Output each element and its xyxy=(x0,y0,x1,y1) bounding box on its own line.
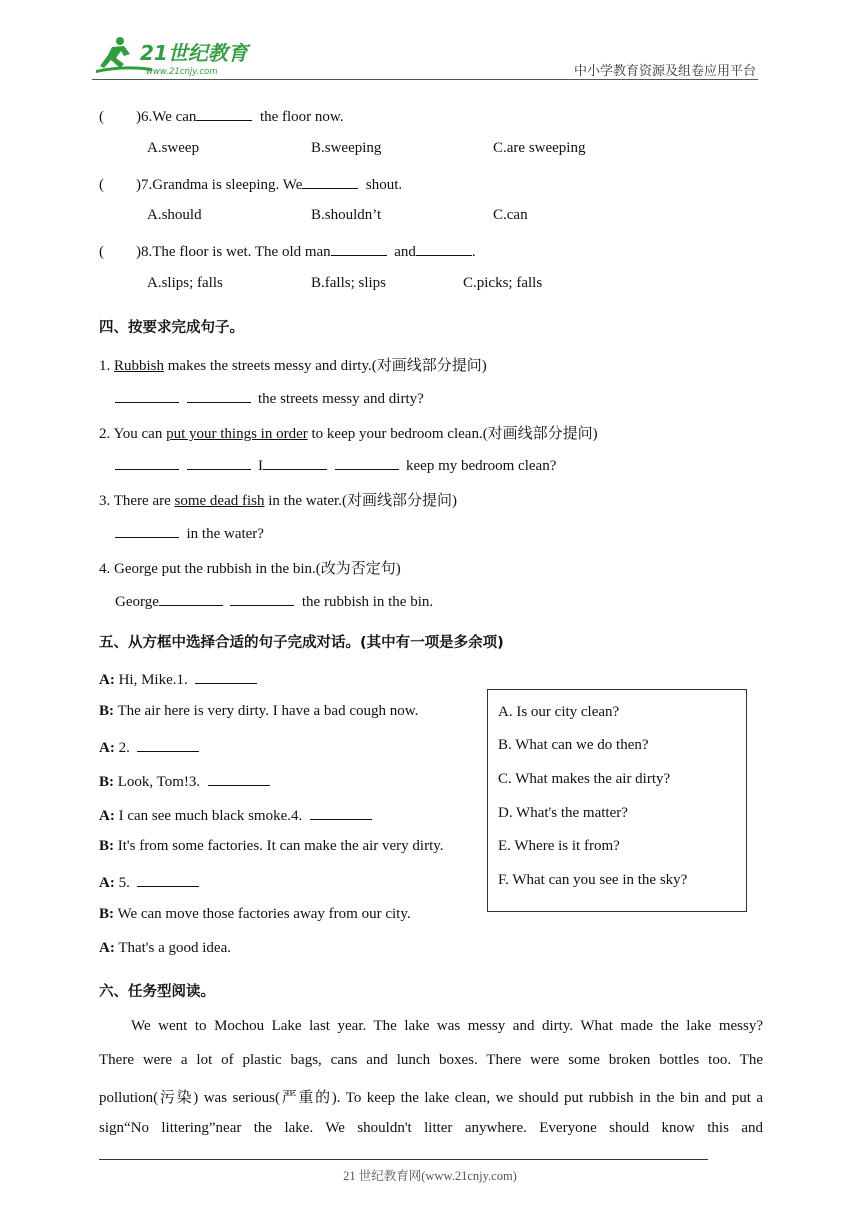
dialogue-line-1: A: Hi, Mike.1. xyxy=(99,669,257,689)
answer-blank[interactable] xyxy=(115,455,179,470)
dialogue-line-9: A: That's a good idea. xyxy=(99,940,231,956)
dialogue-line-8: B: We can move those factories away from our city. xyxy=(99,906,411,922)
passage-line-4: sign“No littering”near the lake. We shouldn't litter anywhere. Everyone should know this and xyxy=(99,1120,763,1136)
logo-url: www.21cnjy.com xyxy=(146,67,218,77)
answer-line-4-1: the streets messy and dirty? xyxy=(115,388,424,408)
answer-blank[interactable] xyxy=(196,106,252,121)
answer-blank[interactable] xyxy=(187,388,251,403)
section-4-heading: 四、按要求完成句子。 xyxy=(99,320,244,336)
option-7b[interactable]: B.shouldn’t xyxy=(311,207,382,223)
answer-blank[interactable] xyxy=(310,805,372,820)
answer-blank[interactable] xyxy=(331,241,387,256)
box-option-c: C. What makes the air dirty? xyxy=(498,771,671,787)
option-6a[interactable]: A.sweep xyxy=(147,140,200,156)
answer-line-4-3: in the water? xyxy=(115,523,264,543)
option-8a[interactable]: A.slips; falls xyxy=(147,275,223,291)
dialogue-line-5: A: I can see much black smoke.4. xyxy=(99,805,372,825)
answer-blank[interactable] xyxy=(208,771,270,786)
dialogue-line-7: A: 5. xyxy=(99,872,199,892)
question-4-2: 2. You can put your things in order to keep your bedroom clean.(对画线部分提问) xyxy=(99,426,598,442)
passage-line-3: pollution(污染) was serious(严重的). To keep the lake clean, we should put rubbish in the bin and put a xyxy=(99,1090,763,1106)
question-4-3: 3. There are some dead fish in the water.(对画线部分提问) xyxy=(99,493,457,509)
passage-line-2: There were a lot of plastic bags, cans and lunch boxes. There were some broken bottles too. The xyxy=(99,1052,763,1068)
footer-text: 21 世纪教育网(www.21cnjy.com) xyxy=(343,1169,517,1183)
answer-line-4-4: George the rubbish in the bin. xyxy=(115,591,433,611)
answer-blank[interactable] xyxy=(195,669,257,684)
box-option-e: E. Where is it from? xyxy=(498,838,620,854)
dialogue-line-6: B: It's from some factories. It can make the air very dirty. xyxy=(99,838,444,854)
option-8c[interactable]: C.picks; falls xyxy=(463,275,543,291)
section-5-heading: 五、从方框中选择合适的句子完成对话。(其中有一项是多余项) xyxy=(99,635,504,651)
dialogue-line-2: B: The air here is very dirty. I have a bad cough now. xyxy=(99,703,419,719)
question-6: ( )6.We can the floor now. xyxy=(99,106,344,126)
question-4-4: 4. George put the rubbish in the bin.(改为否定句) xyxy=(99,561,401,577)
logo-text: 21世纪教育 xyxy=(140,41,248,65)
answer-blank[interactable] xyxy=(115,388,179,403)
box-option-b: B. What can we do then? xyxy=(498,737,649,753)
option-6c[interactable]: C.are sweeping xyxy=(493,140,586,156)
box-option-a: A. Is our city clean? xyxy=(498,704,620,720)
answer-blank[interactable] xyxy=(159,591,223,606)
answer-blank[interactable] xyxy=(137,737,199,752)
question-4-1: 1. Rubbish makes the streets messy and dirty.(对画线部分提问) xyxy=(99,358,487,374)
footer-divider xyxy=(99,1159,708,1160)
answer-blank[interactable] xyxy=(115,523,179,538)
answer-line-4-2: I keep my bedroom clean? xyxy=(115,455,556,475)
site-logo xyxy=(94,34,264,78)
passage-line-1: We went to Mochou Lake last year. The lake was messy and dirty. What made the lake messy? xyxy=(131,1018,763,1034)
option-7c[interactable]: C.can xyxy=(493,207,528,223)
answer-blank[interactable] xyxy=(187,455,251,470)
option-7a[interactable]: A.should xyxy=(147,207,202,223)
option-8b[interactable]: B.falls; slips xyxy=(311,275,387,291)
answer-blank[interactable] xyxy=(263,455,327,470)
box-option-d: D. What's the matter? xyxy=(498,805,628,821)
answer-blank[interactable] xyxy=(416,241,472,256)
header-divider xyxy=(92,79,758,80)
dialogue-line-3: A: 2. xyxy=(99,737,199,757)
platform-name: 中小学教育资源及组卷应用平台 xyxy=(573,63,756,78)
answer-blank[interactable] xyxy=(230,591,294,606)
section-6-heading: 六、任务型阅读。 xyxy=(99,984,215,1000)
dialogue-line-4: B: Look, Tom!3. xyxy=(99,771,270,791)
box-option-f: F. What can you see in the sky? xyxy=(498,872,688,888)
option-6b[interactable]: B.sweeping xyxy=(311,140,382,156)
answer-blank[interactable] xyxy=(137,872,199,887)
answer-blank[interactable] xyxy=(302,174,358,189)
answer-blank[interactable] xyxy=(335,455,399,470)
question-8: ( )8.The floor is wet. The old man and . xyxy=(99,241,476,261)
question-7: ( )7.Grandma is sleeping. We shout. xyxy=(99,174,402,194)
